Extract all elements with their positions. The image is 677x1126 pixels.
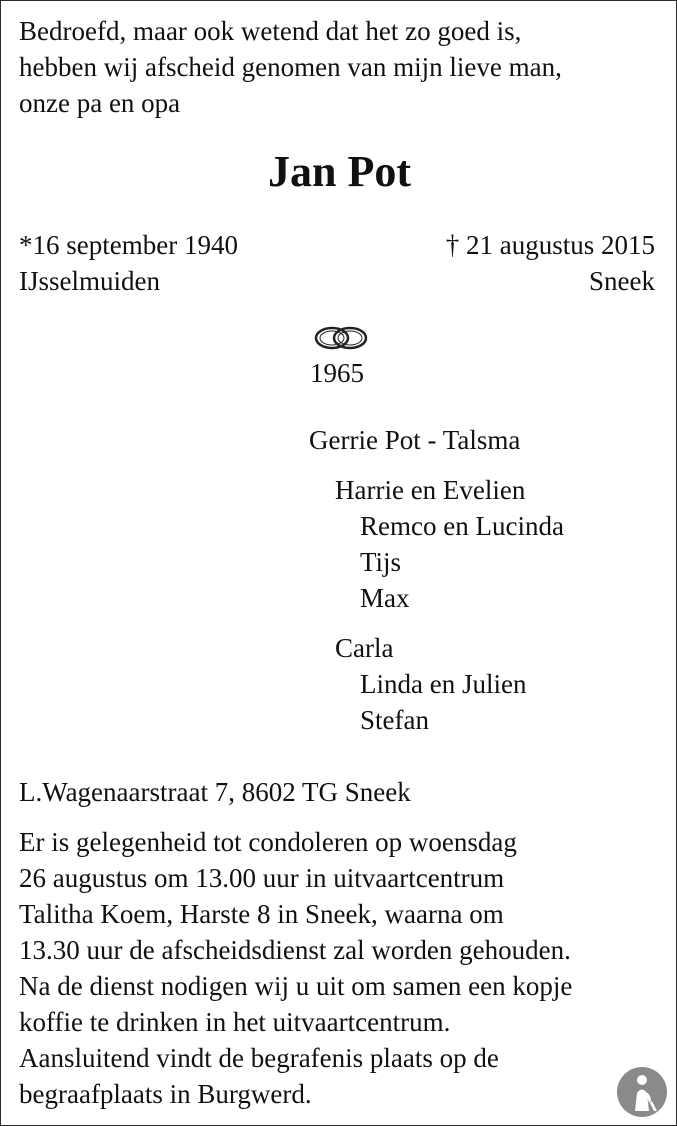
address: L.Wagenaarstraat 7, 8602 TG Sneek xyxy=(19,777,411,807)
closing-line: Aansluitend vindt de begrafenis plaats op de xyxy=(19,1043,499,1073)
wedding-year: 1965 xyxy=(310,358,364,388)
mourning-figure-icon xyxy=(617,1067,667,1117)
grandchild-name: Stefan xyxy=(360,705,429,735)
grandchild-name: Tijs xyxy=(360,547,402,577)
death-place: Sneek xyxy=(589,266,655,296)
closing-line: Na de dienst nodigen wij u uit om samen een kopje xyxy=(19,971,573,1001)
closing-line: 26 augustus om 13.00 uur in uitvaartcentrum xyxy=(19,863,505,893)
intro-line: onze pa en opa xyxy=(19,88,181,118)
intro-line: Bedroefd, maar ook wetend dat het zo goed is, xyxy=(19,16,522,46)
birth-info xyxy=(19,227,238,299)
child-name: Carla xyxy=(335,633,394,663)
closing-line: koffie te drinken in het uitvaartcentrum. xyxy=(19,1007,451,1037)
death-info xyxy=(446,227,655,299)
birth-place: IJsselmuiden xyxy=(19,266,160,296)
birth-date: *16 september 1940 xyxy=(19,230,238,260)
spouse-name: Gerrie Pot - Talsma xyxy=(309,425,521,455)
death-date: † 21 augustus 2015 xyxy=(445,230,655,260)
closing-line: Er is gelegenheid tot condoleren op woensdag xyxy=(19,827,517,857)
closing-text xyxy=(19,824,572,1112)
closing-line: 13.30 uur de afscheidsdienst zal worden gehouden. xyxy=(19,935,571,965)
intro-text xyxy=(19,13,562,121)
intro-line: hebben wij afscheid genomen van mijn lieve man, xyxy=(19,52,562,82)
closing-line: begraafplaats in Burgwerd. xyxy=(19,1079,312,1109)
grandchild-name: Max xyxy=(360,583,410,613)
grandchild-name: Remco en Lucinda xyxy=(360,511,564,541)
child-name: Harrie en Evelien xyxy=(335,475,526,505)
grandchild-name: Linda en Julien xyxy=(360,669,527,699)
wedding-rings-icon xyxy=(312,321,372,355)
closing-line: Talitha Koem, Harste 8 in Sneek, waarna om xyxy=(19,899,504,929)
deceased-name: Jan Pot xyxy=(268,147,411,196)
